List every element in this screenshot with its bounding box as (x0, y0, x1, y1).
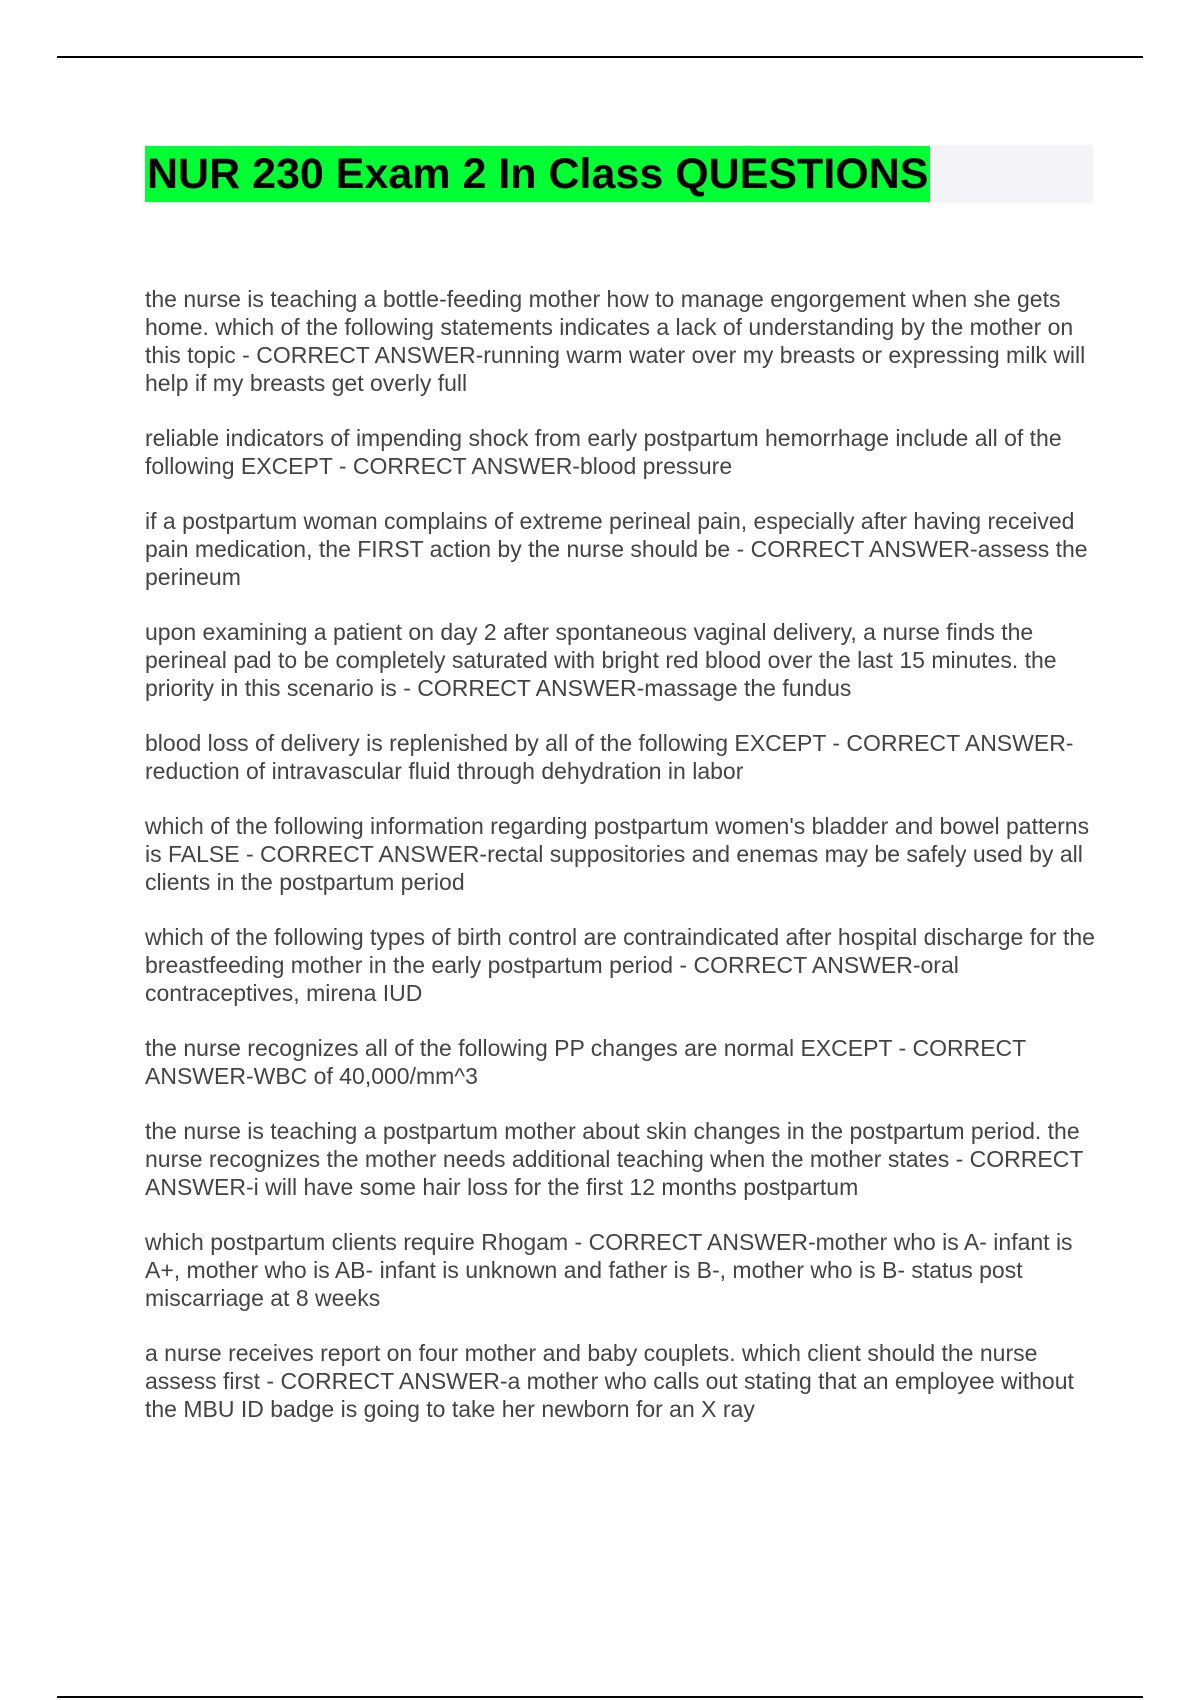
qa-item-7: which of the following types of birth control are contraindicated after hospital discharge for the breastfeeding mother in the early postpartum period - CORRECT ANSWER-oral contraceptives, mirena IUD (145, 924, 1095, 1006)
qa-item-2: reliable indicators of impending shock from early postpartum hemorrhage include all of the following EXCEPT - CORRECT ANSWER-blood pressure (145, 425, 1062, 479)
qa-item-4: upon examining a patient on day 2 after spontaneous vaginal delivery, a nurse finds the perineal pad to be completely saturated with bright red blood over the last 15 minutes. the priority in this scenario is - CORRECT ANSWER-massage the fundus (145, 619, 1057, 701)
qa-item-11: a nurse receives report on four mother and baby couplets. which client should the nurse assess first - CORRECT ANSWER-a mother who calls out stating that an employee without the MBU ID badge is going to take her newborn for an X ray (145, 1340, 1074, 1422)
top-rule (57, 56, 1143, 58)
qa-item-8: the nurse recognizes all of the following PP changes are normal EXCEPT - CORRECT ANSWER-WBC of 40,000/mm^3 (145, 1035, 1026, 1089)
qa-item-10: which postpartum clients require Rhogam - CORRECT ANSWER-mother who is A- infant is A+, mother who is AB- infant is unknown and father is B-, mother who is B- status post miscarriage at 8 weeks (145, 1229, 1073, 1311)
qa-item-1: the nurse is teaching a bottle-feeding mother how to manage engorgement when she gets home. which of the following statements indicates a lack of understanding by the mother on this topic - CORRECT ANSWER-running warm water over my breasts or expressing milk will help if my breasts get overly full (145, 286, 1086, 396)
bottom-rule (57, 1696, 1143, 1698)
qa-item-5: blood loss of delivery is replenished by all of the following EXCEPT - CORRECT ANSWER-reduction of intravascular fluid through dehydration in labor (145, 730, 1074, 784)
qa-item-6: which of the following information regarding postpartum women's bladder and bowel patterns is FALSE - CORRECT ANSWER-rectal suppositories and enemas may be safely used by all clients in the postpartum period (145, 813, 1090, 895)
qa-item-3: if a postpartum woman complains of extreme perineal pain, especially after having received pain medication, the FIRST action by the nurse should be - CORRECT ANSWER-assess the perineum (145, 508, 1088, 590)
qa-list (145, 285, 1095, 1450)
qa-item-9: the nurse is teaching a postpartum mother about skin changes in the postpartum period. the nurse recognizes the mother needs additional teaching when the mother states - CORRECT ANSWER-i will have some hair loss for the first 12 months postpartum (145, 1118, 1083, 1200)
page-title: NUR 230 Exam 2 In Class QUESTIONS (145, 146, 930, 202)
